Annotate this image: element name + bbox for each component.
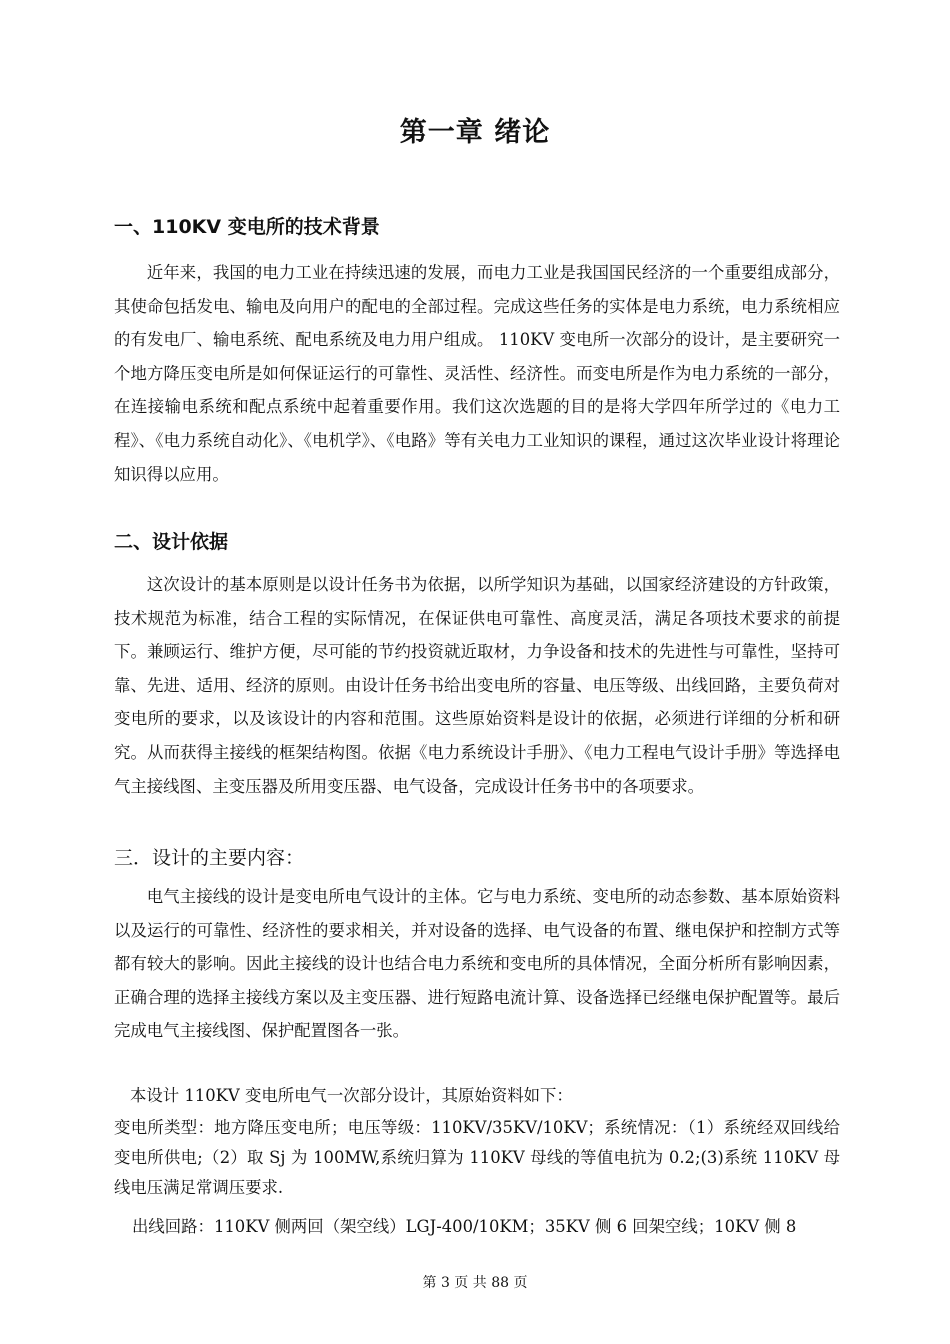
data-paragraph: 变电所类型：地方降压变电所；电压等级：110KV/35KV/10KV；系统情况：（1）系统经双回线给变电所供电;（2）取 Sj 为 100MW,系统归算为 110KV 母线的等值电抗为 0.2;(3)系统 110KV 母线电压满足常调压要求. (114, 1118, 840, 1197)
chapter-title: 第一章 绪论 (399, 117, 551, 148)
paragraph-background: 近年来，我国的电力工业在持续迅速的发展，而电力工业是我国国民经济的一个重要组成部分，其使命包括发电、输电及向用户的配电的全部过程。完成这些任务的实体是电力系统，电力系统相应的有发电厂、输电系统、配电系统及电力用户组成。 110KV 变电所一次部分的设计，是主要研究一个地方降压变电所是如何保证运行的可靠性、灵活性、经济性。而变电所是作为电力系统的一部分，在连接输电系统和配点系统中起着重要作用。我们这次选题的目的是将大学四年所学过的《电力工程》、《电力系统自动化》、《电机学》、《电路》等有关电力工业知识的课程，通过这次毕业设计将理论知识得以应用。 (114, 263, 840, 484)
section-heading-background: 一、110KV 变电所的技术背景 (114, 216, 380, 238)
outgoing-line: 出线回路：110KV 侧两回（架空线）LGJ-400/10KM；35KV 侧 6 回架空线；10KV 侧 8 (132, 1217, 797, 1236)
section-heading-content: 三．设计的主要内容： (114, 847, 305, 869)
paragraph-content: 电气主接线的设计是变电所电气设计的主体。它与电力系统、变电所的动态参数、基本原始资料以及运行的可靠性、经济性的要求相关，并对设备的选择、电气设备的布置、继电保护和控制方式等都有较大的影响。因此主接线的设计也结合电力系统和变电所的具体情况，全面分析所有影响因素，正确合理的选择主接线方案以及主变压器、进行短路电流计算、设备选择已经继电保护配置等。最后完成电气主接线图、保护配置图各一张。 (114, 887, 840, 1041)
paragraph-basis: 这次设计的基本原则是以设计任务书为依据，以所学知识为基础，以国家经济建设的方针政策，技术规范为标准，结合工程的实际情况，在保证供电可靠性、高度灵活，满足各项技术要求的前提下。兼顾运行、维护方便，尽可能的节约投资就近取材，力争设备和技术的先进性与可靠性，坚持可靠、先进、适用、经济的原则。由设计任务书给出变电所的容量、电压等级、出线回路，主要负荷对变电所的要求，以及该设计的内容和范围。这些原始资料是设计的依据，必须进行详细的分析和研究。从而获得主接线的框架结构图。依据《电力系统设计手册》、《电力工程电气设计手册》等选择电气主接线图、主变压器及所用变压器、电气设备，完成设计任务书中的各项要求。 (114, 575, 840, 796)
section-heading-basis: 二、设计依据 (114, 531, 229, 553)
intro-line: 本设计 110KV 变电所电气一次部分设计，其原始资料如下： (130, 1086, 573, 1105)
page-footer: 第 3 页 共 88 页 (422, 1275, 528, 1291)
